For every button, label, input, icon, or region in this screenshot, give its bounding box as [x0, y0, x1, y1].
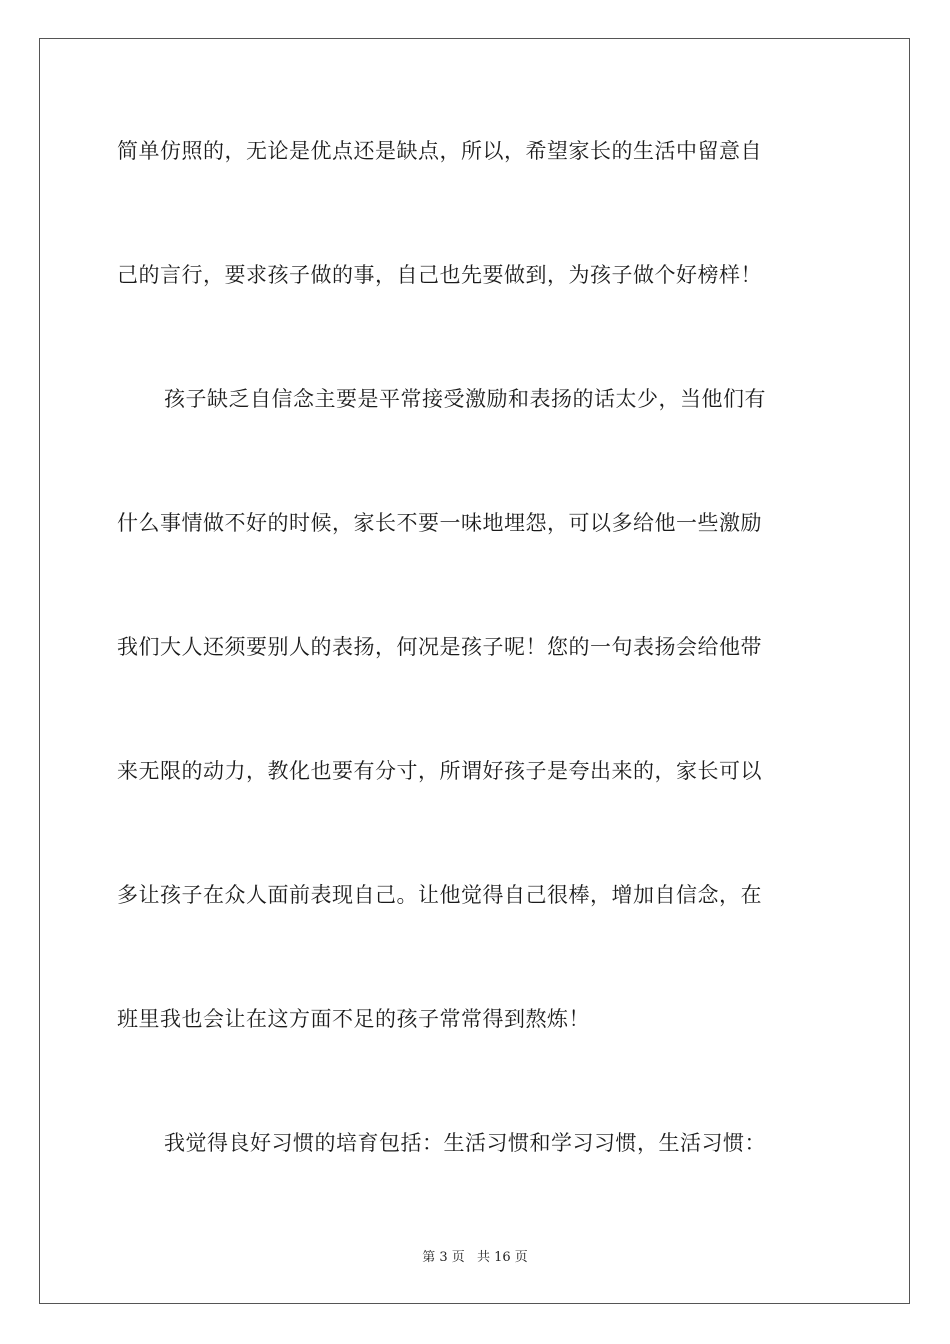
total-pages: 共 16 页	[476, 1250, 528, 1265]
page-border	[39, 38, 910, 1304]
body-text-line: 我们大人还须要别人的表扬，何况是孩子呢！您的一句表扬会给他带	[117, 635, 762, 659]
body-text-line: 什么事情做不好的时候，家长不要一味地埋怨，可以多给他一些激励	[117, 511, 762, 535]
page-footer	[0, 1246, 950, 1265]
body-text-line: 简单仿照的，无论是优点还是缺点，所以，希望家长的生活中留意自	[117, 139, 762, 163]
body-text-line: 多让孩子在众人面前表现自己。让他觉得自己很棒，增加自信念，在	[117, 883, 762, 907]
body-text-line: 来无限的动力，教化也要有分寸，所谓好孩子是夸出来的，家长可以	[117, 759, 762, 783]
body-text-line: 班里我也会让在这方面不足的孩子常常得到熬炼！	[117, 1007, 590, 1031]
page-number: 第 3 页	[422, 1250, 465, 1265]
paragraph-start-line: 我觉得良好习惯的培育包括：生活习惯和学习习惯，生活习惯：	[164, 1131, 766, 1155]
body-text-line: 己的言行，要求孩子做的事，自己也先要做到，为孩子做个好榜样！	[117, 263, 762, 287]
paragraph-start-line: 孩子缺乏自信念主要是平常接受激励和表扬的话太少，当他们有	[164, 387, 766, 411]
